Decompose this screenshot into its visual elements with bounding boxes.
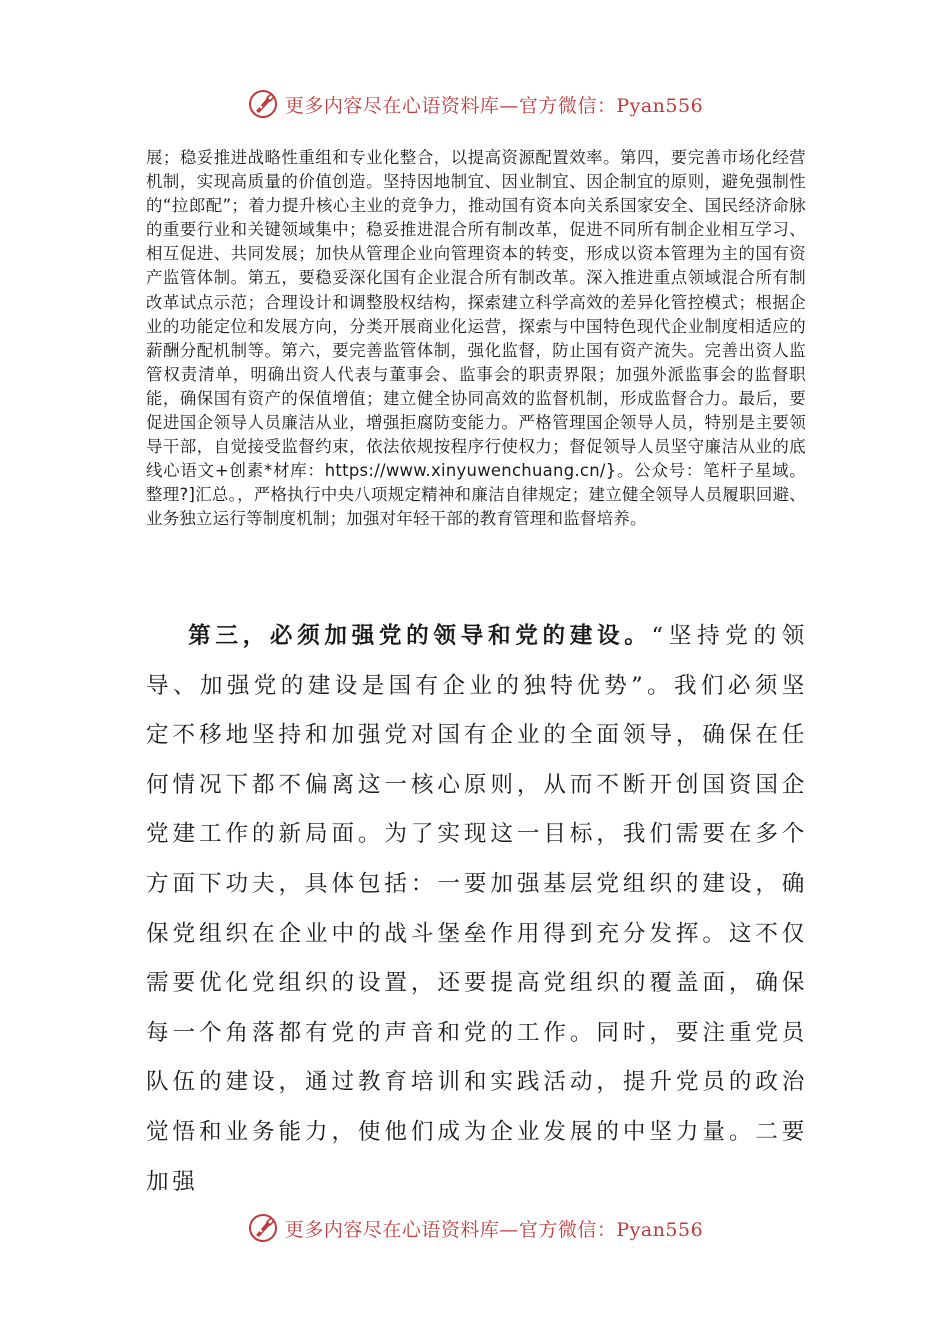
footer-watermark	[0, 1212, 950, 1244]
watermark-text: 更多内容尽在心语资料库—官方微信：Pyan556	[284, 94, 704, 117]
section-paragraph-text: “坚持党的领导、加强党的建设是国有企业的独特优势”。我们必须坚定不移地坚持和加强党对国有企业的全面领导，确保在任何情况下都不偏离这一核心原则，从而不断开创国资国企党建工作的新局面。为了实现这一目标，我们需要在多个方面下功夫，具体包括：一要加强基层党组织的建设，确保党组织在企业中的战斗堡垒作用得到充分发挥。这不仅需要优化党组织的设置，还要提高党组织的覆盖面，确保每一个角落都有党的声音和党的工作。同时，要注重党员队伍的建设，通过教育培训和实践活动，提升党员的政治觉悟和业务能力，使他们成为企业发展的中坚力量。二要加强	[146, 623, 808, 1195]
header-watermark	[0, 88, 950, 120]
section-lead-heading: 第三，必须加强党的领导和党的建设。	[186, 623, 652, 649]
pen-nib-logo-icon	[247, 88, 279, 120]
body-paragraph-small: 展；稳妥推进战略性重组和专业化整合，以提高资源配置效率。第四，要完善市场化经营机制，实现高质量的价值创造。坚持因地制宜、因业制宜、因企制宜的原则，避免强制性的“拉郎配”；着力提升核心主业的竞争力，推动国有资本向关系国家安全、国民经济命脉的重要行业和关键领域集中；稳妥推进混合所有制改革，促进不同所有制企业相互学习、相互促进、共同发展；加快从管理企业向管理资本的转变，形成以资本管理为主的国有资产监管体制。第五，要稳妥深化国有企业混合所有制改革。深入推进重点领域混合所有制改革试点示范；合理设计和调整股权结构，探索建立科学高效的差异化管控模式；根据企业的功能定位和发展方向，分类开展商业化运营，探索与中国特色现代企业制度相适应的薪酬分配机制等。第六，要完善监管体制，强化监督，防止国有资产流失。完善出资人监管权责清单，明确出资人代表与董事会、监事会的职责界限；加强外派监事会的监督职能，确保国有资产的保值增值；建立健全协同高效的监督机制，形成监督合力。最后，要促进国企领导人员廉洁从业，增强拒腐防变能力。严格管理国企领导人员，特别是主要领导干部，自觉接受监督约束，依法依规按程序行使权力；督促领导人员坚守廉洁从业的底线心语文+创素*材库：https://www.xinyuwenchuang.cn/}。公众号：笔杆子星域。整理?]汇总。，严格执行中央八项规定精神和廉洁自律规定；建立健全领导人员履职回避、业务独立运行等制度机制；加强对年轻干部的教育管理和监督培养。	[146, 148, 806, 529]
body-paragraph-large	[146, 612, 808, 1207]
watermark-text: 更多内容尽在心语资料库—官方微信：Pyan556	[284, 1218, 704, 1241]
pen-nib-logo-icon	[247, 1212, 279, 1244]
